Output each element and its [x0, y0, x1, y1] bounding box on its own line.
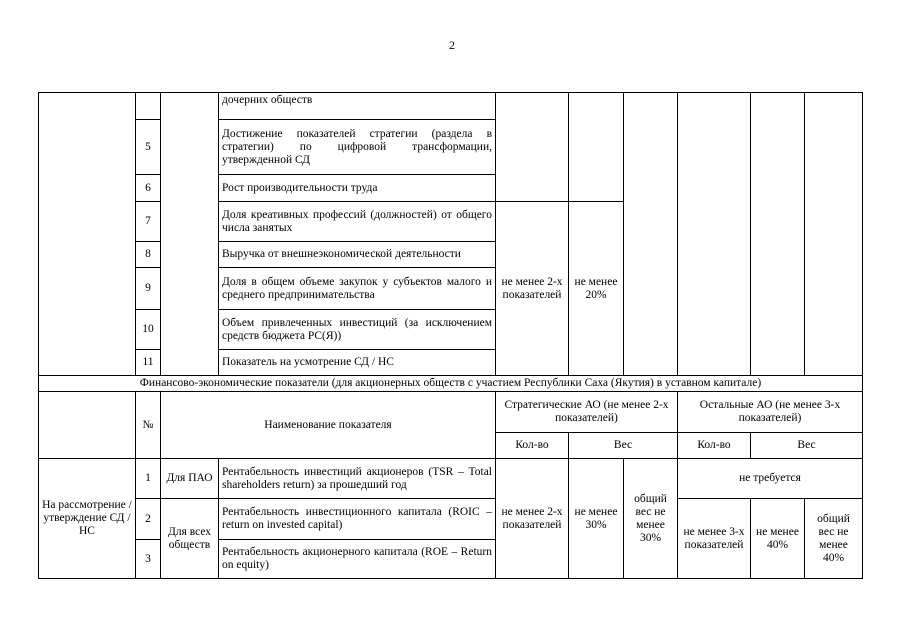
header-other: Остальные АО (не менее 3-х показателей) [678, 392, 863, 433]
upper-weight-empty [569, 93, 624, 202]
other-not-required: не требуется [678, 459, 863, 499]
indicator-name: Доля креативных профессий (должностей) от общего числа занятых [219, 202, 496, 242]
indicator-name: Рентабельность акционерного капитала (ROE – Return on equity) [219, 540, 496, 579]
indicator-name: Достижение показателей стратегии (раздела в стратегии) по цифровой трансформации, утвержденной СД [219, 120, 496, 175]
strategic-qty: не менее 2-х показателей [496, 459, 569, 579]
header-qty-other: Кол-во [678, 433, 751, 459]
upper-other-total-empty [805, 93, 863, 376]
row-number: 3 [136, 540, 161, 579]
upper-qty-empty [496, 93, 569, 202]
indicators-table [38, 92, 863, 579]
header-strategic: Стратегические АО (не менее 2-х показателей) [496, 392, 678, 433]
row-number: 11 [136, 350, 161, 376]
other-weight: не менее 40% [751, 499, 805, 579]
indicator-name: Рентабельность инвестиционного капитала (ROIC – return on invested capital) [219, 499, 496, 540]
row-number: 5 [136, 120, 161, 175]
row-number: 9 [136, 268, 161, 310]
indicator-name: Выручка от внешнеэкономической деятельности [219, 242, 496, 268]
row-number: 6 [136, 175, 161, 202]
upper-other-weight-empty [751, 93, 805, 376]
upper-other-qty-empty [678, 93, 751, 376]
indicator-name: Показатель на усмотрение СД / НС [219, 350, 496, 376]
indicator-name: Доля в общем объеме закупок у субъектов малого и среднего предпринимательства [219, 268, 496, 310]
scope-pao: Для ПАО [161, 459, 219, 499]
row-number: 1 [136, 459, 161, 499]
strategic-total-weight: общий вес не менее 30% [624, 459, 678, 579]
scope-all: Для всех обществ [161, 499, 219, 579]
header-weight-other: Вес [751, 433, 863, 459]
row-number: 8 [136, 242, 161, 268]
upper-merged-qty: не менее 2-х показателей [496, 202, 569, 376]
indicator-name: Объем привлеченных инвестиций (за исключением средств бюджета РС(Я)) [219, 310, 496, 350]
indicator-name: Рентабельность инвестиций акционеров (TSR – Total shareholders return) за прошедший год [219, 459, 496, 499]
page-number: 2 [449, 38, 455, 52]
row-number [136, 93, 161, 120]
row-number: 7 [136, 202, 161, 242]
section-title: Финансово-экономические показатели (для акционерных обществ с участием Республики Саха (Якутия) в уставном капитале) [39, 376, 863, 392]
upper-group-cell [39, 93, 136, 376]
other-qty: не менее 3-х показателей [678, 499, 751, 579]
indicator-name: Рост производительности труда [219, 175, 496, 202]
strategic-weight: не менее 30% [569, 459, 624, 579]
row-number: 10 [136, 310, 161, 350]
header-empty [39, 392, 136, 459]
header-qty: Кол-во [496, 433, 569, 459]
group-label: На рассмотрение /утверждение СД / НС [39, 459, 136, 579]
upper-scope-cell [161, 93, 219, 376]
other-total-weight: общий вес не менее 40% [805, 499, 863, 579]
header-name: Наименование показателя [161, 392, 496, 459]
header-num: № [136, 392, 161, 459]
header-weight: Вес [569, 433, 678, 459]
row-number: 2 [136, 499, 161, 540]
indicator-name: дочерних обществ [219, 93, 496, 120]
upper-total-empty [624, 93, 678, 376]
upper-merged-weight: не менее 20% [569, 202, 624, 376]
